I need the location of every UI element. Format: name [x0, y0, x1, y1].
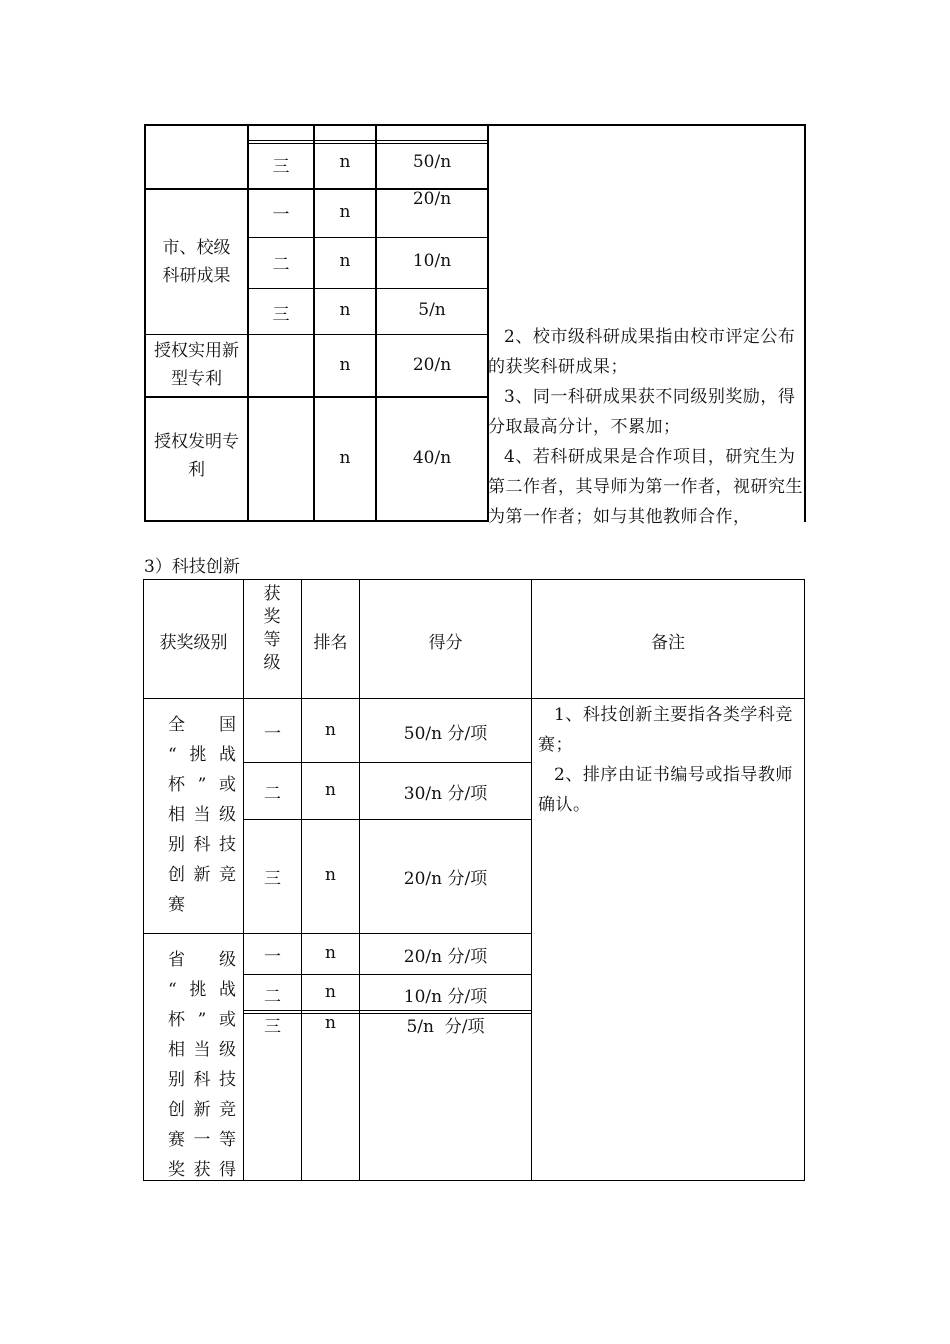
table-border [144, 124, 806, 126]
rank-cell: n [339, 300, 351, 320]
rank-cell: n [325, 720, 336, 740]
table-border [804, 579, 805, 1181]
rank-cell: n [325, 1013, 336, 1033]
table-border [247, 143, 489, 144]
level-label-char: 得 [219, 1160, 236, 1180]
level-label-char: 杯 [168, 775, 185, 795]
level-label-char: 当 [193, 1040, 211, 1060]
level-label-char: 战 [218, 980, 236, 1000]
level-label-char: 相 [168, 805, 185, 825]
grade-cell: 三 [264, 1017, 281, 1037]
table-border [144, 396, 489, 398]
score-cell: 5/n [418, 300, 446, 320]
score-cell: 20/n 分/项 [403, 869, 488, 889]
note-item: 2、排序由证书编号或指导教师确认。 [538, 765, 793, 815]
rank-cell: n [339, 202, 351, 222]
header-score: 得分 [428, 633, 463, 653]
table-border [143, 579, 144, 1181]
level-label-char: 赛 [168, 895, 185, 915]
table-border [144, 520, 489, 522]
table-border [243, 819, 532, 820]
level-label-line [168, 710, 236, 740]
level-label-char: 创 [168, 1100, 185, 1120]
grade-cell: 三 [264, 869, 281, 889]
rank-cell: n [339, 251, 351, 271]
level-label-char: “ [168, 745, 177, 765]
grade-cell: 三 [272, 305, 290, 325]
note-item: 2、校市级科研成果指由校市评定公布的获奖科研成果； [488, 327, 796, 377]
level-cell-utility-patent: 授权实用新 型专利 [154, 341, 239, 389]
notes-cell [538, 700, 800, 820]
level-label-line [168, 1065, 236, 1095]
level-label-line [168, 740, 236, 770]
rank-cell: n [339, 355, 351, 375]
section-title: 3）科技创新 [144, 557, 240, 577]
level-label-line [168, 1005, 236, 1035]
level-label-char: 获 [193, 1160, 211, 1180]
level-label-char: 国 [219, 715, 236, 735]
level-cell-city-school: 市、校级 科研成果 [162, 238, 231, 286]
rank-cell: n [325, 943, 336, 963]
table-border [243, 762, 532, 763]
grade-cell: 二 [272, 255, 290, 275]
level-label-char: 竞 [219, 1100, 236, 1120]
level-label-line [168, 1095, 236, 1125]
grade-cell: 一 [264, 947, 281, 967]
level-label-char: 当 [193, 805, 211, 825]
level-label-line [168, 860, 236, 890]
level-label-char: ” [197, 1010, 207, 1030]
table-border [531, 579, 532, 1181]
level-label-char: 奖 [168, 1160, 185, 1180]
level-label-char: 一 [193, 1130, 211, 1150]
level-label-char: “ [168, 980, 177, 1000]
level-label-char: 挑 [189, 980, 207, 1000]
level-label-char: 技 [219, 1070, 236, 1090]
level-label-char: 全 [168, 715, 185, 735]
header-grade: 获 奖 等 级 [263, 584, 281, 673]
table-border [247, 140, 489, 141]
level-label-char: 别 [168, 1070, 185, 1090]
level-label-char: 省 [168, 950, 185, 970]
level-label-char: 创 [168, 865, 185, 885]
level-label-char: 相 [168, 1040, 185, 1060]
level-label-char: 级 [219, 1040, 236, 1060]
level-label-line [168, 1155, 236, 1185]
table-border [143, 933, 532, 934]
score-cell: 5/n 分/项 [406, 1017, 485, 1037]
level-cell-national [168, 710, 236, 920]
level-cell-invention-patent: 授权发明专 利 [154, 432, 239, 480]
level-label-char: 或 [218, 775, 236, 795]
table-border [243, 1010, 532, 1011]
rank-cell: n [325, 865, 336, 885]
table-border [243, 974, 532, 975]
table-border [247, 288, 489, 289]
level-cell-provincial [168, 945, 236, 1185]
score-cell: 40/n [412, 448, 452, 468]
table-border [144, 334, 489, 335]
rank-cell: n [339, 152, 351, 172]
rank-cell: n [325, 780, 336, 800]
level-label-char: 竞 [219, 865, 236, 885]
table-border [143, 698, 805, 699]
level-label-line [168, 1035, 236, 1065]
level-label-char: 杯 [168, 1010, 185, 1030]
header-rank: 排名 [313, 633, 348, 653]
level-label-line [168, 975, 236, 1005]
level-label-char: 战 [218, 745, 236, 765]
rank-cell: n [325, 982, 336, 1002]
level-label-char: 技 [219, 835, 236, 855]
score-cell: 20/n 分/项 [403, 947, 488, 967]
note-item: 3、同一科研成果获不同级别奖励，得分取最高分计，不累加； [488, 387, 796, 437]
level-label-line [168, 770, 236, 800]
score-cell: 10/n [412, 251, 452, 271]
level-label-char: ” [197, 775, 207, 795]
notes-cell [488, 322, 806, 538]
level-label-char: 新 [193, 865, 211, 885]
level-label-line [168, 800, 236, 830]
grade-cell: 一 [264, 724, 281, 744]
grade-cell: 一 [272, 205, 290, 225]
score-cell: 20/n [412, 355, 452, 375]
level-label-char: 科 [193, 835, 211, 855]
grade-cell: 三 [272, 157, 290, 177]
score-cell: 50/n [412, 152, 452, 172]
grade-cell: 二 [264, 784, 281, 804]
score-cell: 10/n 分/项 [403, 987, 488, 1007]
level-label-char: 或 [218, 1010, 236, 1030]
header-level: 获奖级别 [159, 633, 228, 653]
level-label-char: 挑 [189, 745, 207, 765]
level-label-char: 赛 [168, 1130, 185, 1150]
note-item: 4、若科研成果是合作项目，研究生为第二作者，其导师为第一作者，视研究生为第一作者；如与其他教师合作， [488, 447, 803, 527]
rank-cell: n [339, 448, 351, 468]
header-notes: 备注 [651, 633, 685, 653]
level-label-char: 等 [219, 1130, 236, 1150]
level-label-char: 科 [193, 1070, 211, 1090]
score-cell: 20/n [412, 189, 452, 209]
score-cell: 30/n 分/项 [403, 784, 488, 804]
score-cell: 50/n 分/项 [403, 724, 488, 744]
level-label-line [168, 1125, 236, 1155]
grade-cell: 二 [264, 987, 281, 1007]
level-label-char: 级 [219, 805, 236, 825]
note-item: 1、科技创新主要指各类学科竞赛； [538, 705, 793, 755]
level-label-line [168, 830, 236, 860]
level-label-char: 别 [168, 835, 185, 855]
level-label-char: 新 [193, 1100, 211, 1120]
level-label-char: 级 [219, 950, 236, 970]
level-label-line [168, 890, 236, 920]
table-border [247, 237, 489, 238]
level-label-line [168, 945, 236, 975]
